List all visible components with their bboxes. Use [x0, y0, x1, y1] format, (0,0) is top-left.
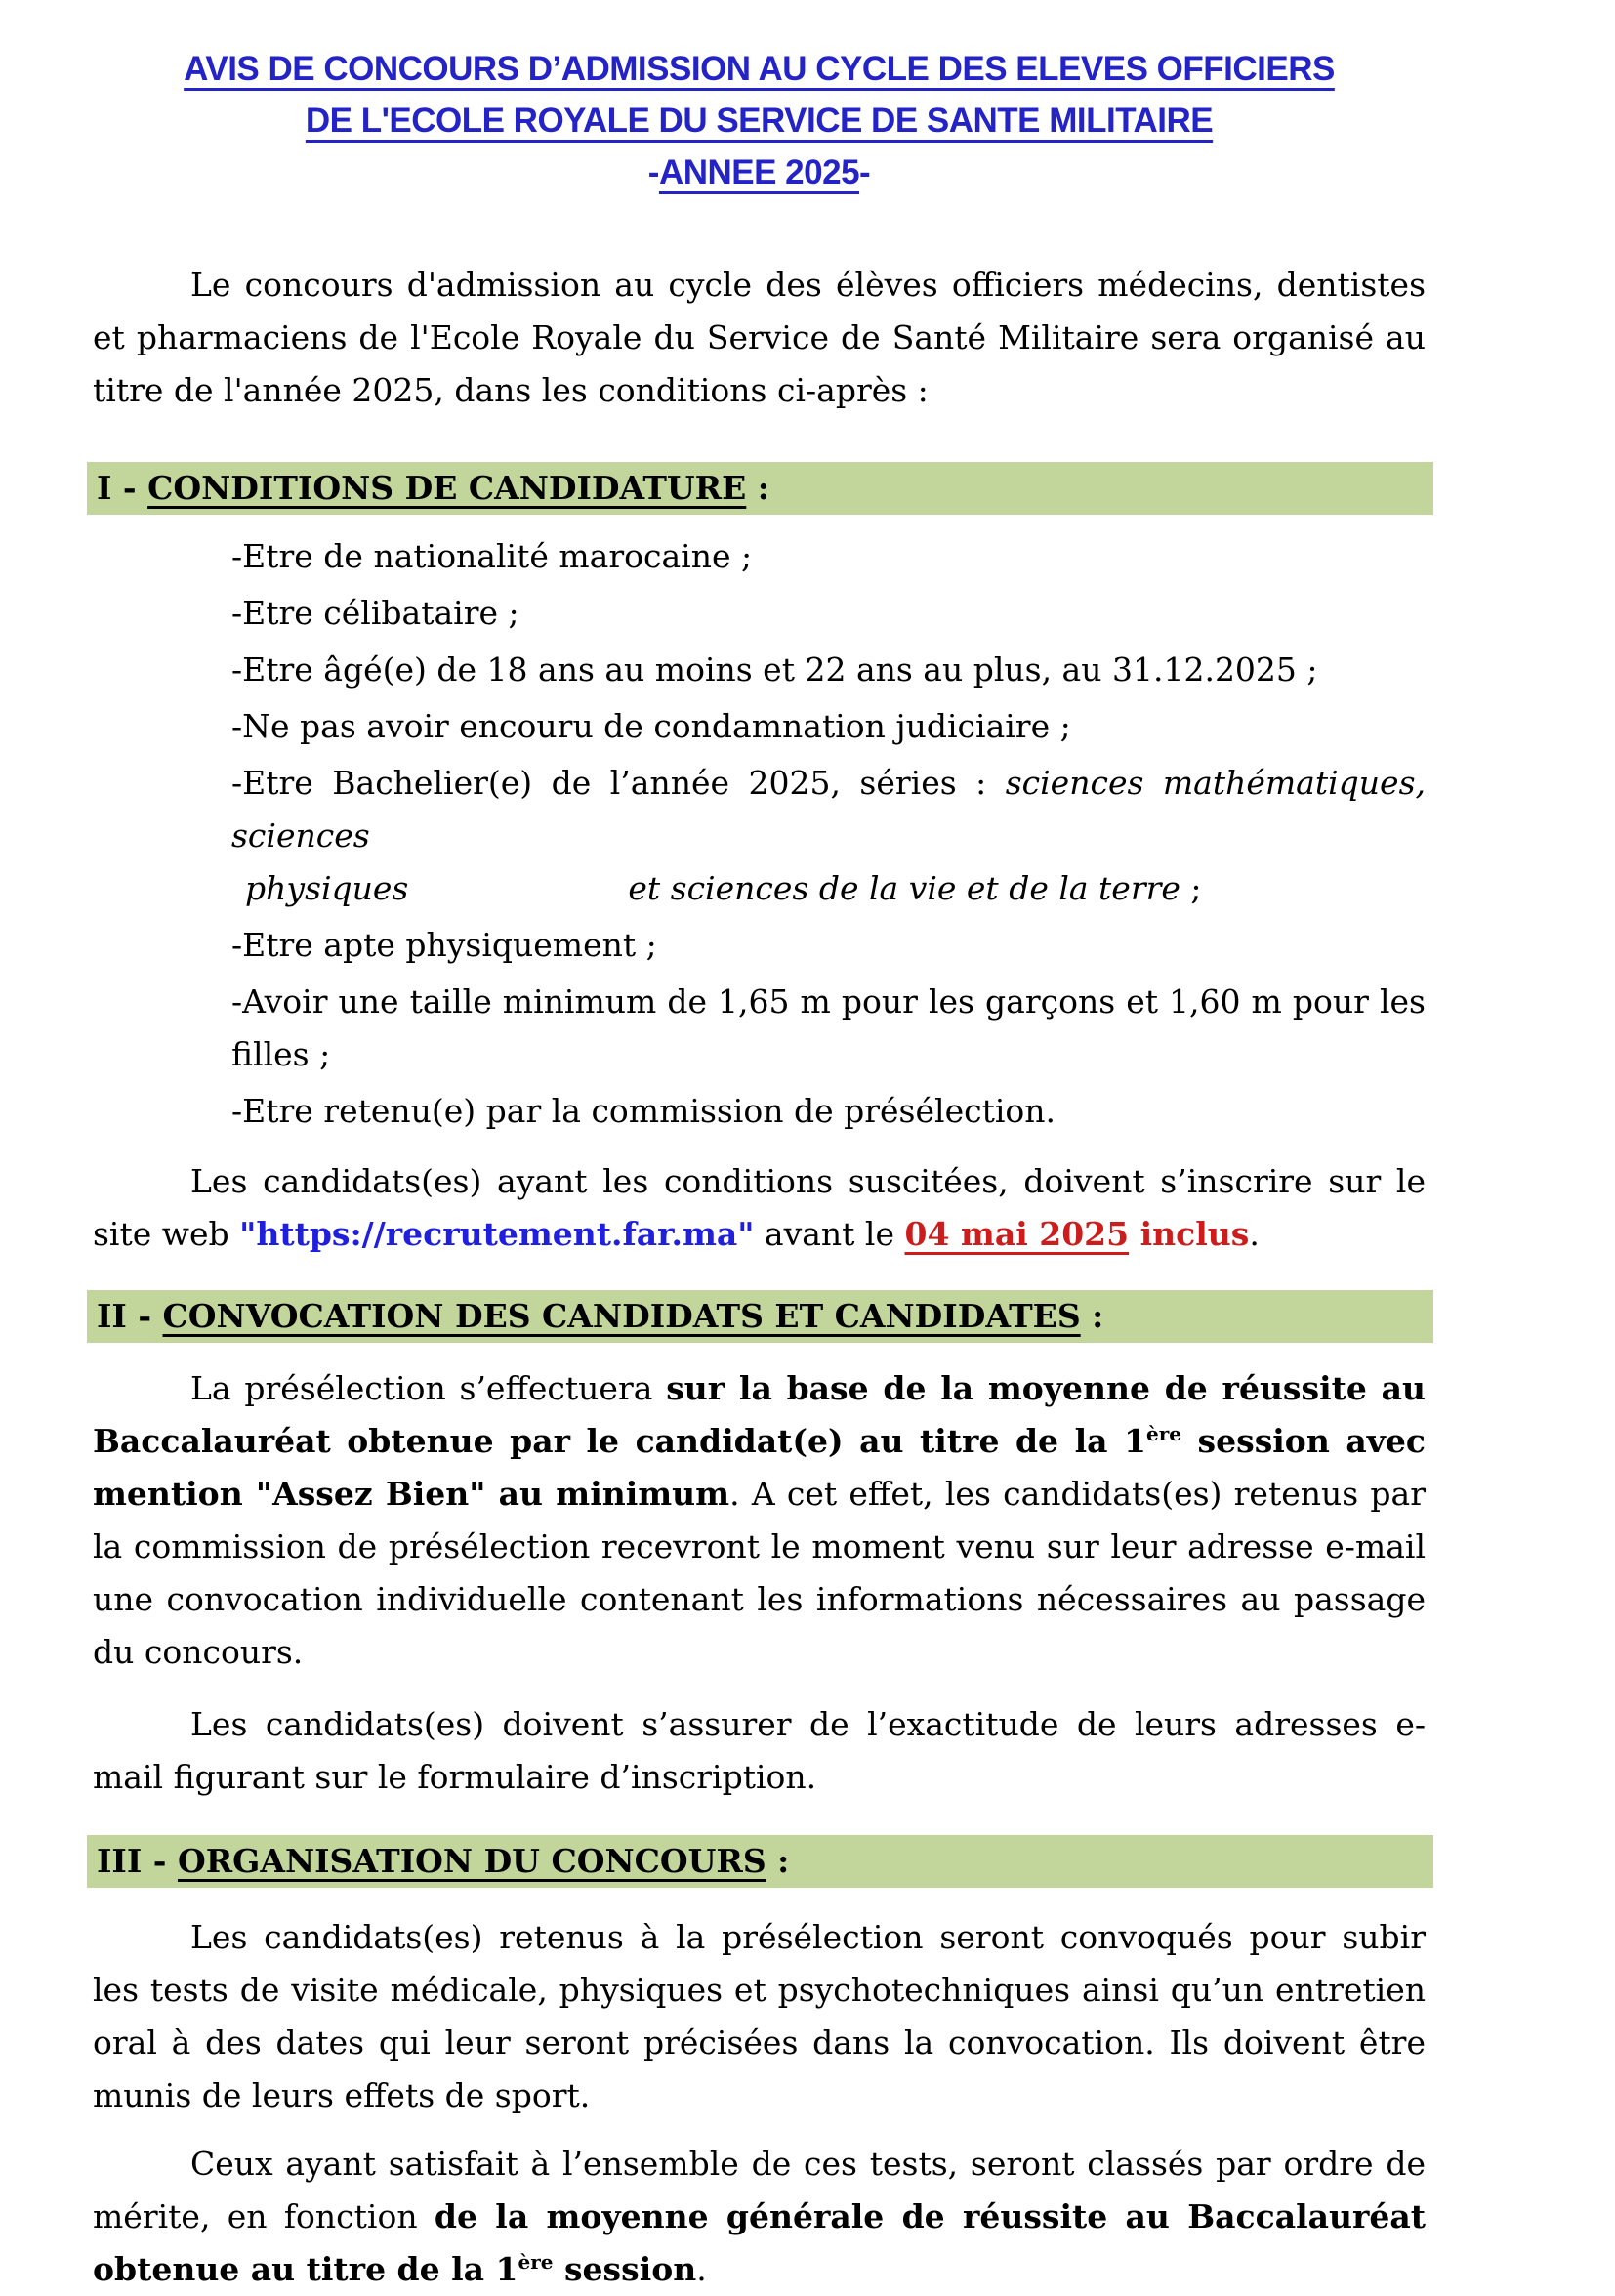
title-line-2-text: DE L'ECOLE ROYALE DU SERVICE DE SANTE MILITAIRE: [305, 102, 1214, 140]
condition-item-taille: [231, 976, 1426, 1081]
dash-bullet: -: [231, 982, 243, 1021]
section-3-title: ORGANISATION DU CONCOURS: [177, 1842, 766, 1880]
condition-text: Etre célibataire ;: [242, 594, 519, 632]
title-line-1-text: AVIS DE CONCOURS D’ADMISSION AU CYCLE DES ELEVES OFFICIERS: [184, 50, 1335, 88]
section-3-heading: [87, 1835, 1433, 1888]
section-2-colon: :: [1080, 1297, 1104, 1335]
section-2-heading: [87, 1290, 1433, 1343]
deadline-date: 04 mai 2025: [904, 1215, 1130, 1253]
section-1-colon: :: [746, 469, 769, 507]
preselection-rest: . A cet effet, les candidats(es) retenus par la commission de présélection recevront le moment venu sur leur adresse e-mail une convocation individuelle contenant les informations nécessaires au passage du concours.: [93, 1475, 1426, 1671]
ranking-bold-1: de la moyenne générale de réussite au Baccalauréat obtenue au titre de la 1: [93, 2197, 1426, 2288]
series-italic: et sciences de la vie et de la terre: [628, 869, 1180, 907]
title-line-2: [93, 95, 1426, 146]
section-2-title: CONVOCATION DES CANDIDATS ET CANDIDATES: [162, 1297, 1081, 1335]
preselection-bold-2: session avec mention "Assez Bien" au minimum: [93, 1422, 1426, 1513]
condition-item-nationality: [231, 530, 1426, 583]
intro-paragraph: [93, 259, 1426, 417]
dash-bullet: -: [231, 1092, 243, 1130]
bachelier-line-1: [231, 757, 1426, 862]
section-1-title: CONDITIONS DE CANDIDATURE: [147, 469, 747, 507]
registration-end-period: .: [1249, 1215, 1260, 1253]
preselection-paragraph: [93, 1362, 1426, 1679]
condition-item-age: [231, 644, 1426, 696]
year-dash-post: -: [859, 153, 871, 191]
superscript-ere: ère: [1146, 1422, 1181, 1445]
conditions-list: [93, 530, 1426, 1138]
title-line-1: [93, 43, 1426, 95]
intro-text: Le concours d'admission au cycle des élèves officiers médecins, dentistes et pharmaciens de l'Ecole Royale du Service de Santé Militaire sera organisé au titre de l'année 2025, dans les conditions ci-après :: [93, 266, 1426, 409]
bachelier-line-2: [245, 862, 1426, 915]
condition-item-celibataire: [231, 587, 1426, 640]
section-3-number: III -: [97, 1842, 178, 1880]
dash-bullet: -: [231, 537, 243, 575]
condition-text: Etre apte physiquement ;: [242, 926, 657, 964]
condition-text: Etre Bachelier(e) de l’année 2025, séries :: [242, 764, 1006, 802]
registration-paragraph: [93, 1155, 1426, 1261]
dash-bullet: -: [231, 650, 243, 689]
year-dash-pre: -: [647, 153, 659, 191]
section-3-colon: :: [766, 1842, 790, 1880]
ranking-end-period: .: [696, 2250, 707, 2288]
deadline-inclus: inclus: [1129, 1215, 1250, 1253]
superscript-ere: ère: [518, 2250, 554, 2274]
email-check-paragraph: [93, 1698, 1426, 1804]
document-title: [93, 43, 1426, 198]
email-check-text: Les candidats(es) doivent s’assurer de l’exactitude de leurs adresses e-mail figurant sur le formulaire d’inscription.: [93, 1705, 1426, 1796]
dash-bullet: -: [231, 707, 243, 745]
series-italic: sciences mathématiques, sciences: [231, 764, 1426, 855]
tests-paragraph: [93, 1911, 1426, 2122]
condition-item-apte: [231, 919, 1426, 972]
ranking-bold-2: session: [553, 2250, 697, 2288]
title-year-line: [93, 146, 1426, 198]
condition-item-bachelier: [231, 757, 1426, 915]
section-1-heading: [87, 462, 1433, 515]
preselection-bold-1: sur la base de la moyenne de réussite au Baccalauréat obtenue par le candidat(e) au titre de la 1: [93, 1369, 1427, 1460]
condition-text: Avoir une taille minimum de 1,65 m pour les garçons et 1,60 m pour les filles ;: [231, 982, 1426, 1073]
recruitment-url-link[interactable]: "https://recrutement.far.ma": [239, 1215, 755, 1253]
registration-mid-text: avant le: [754, 1215, 905, 1253]
series-italic: physiques: [245, 869, 409, 907]
condition-text: Ne pas avoir encouru de condamnation judiciaire ;: [242, 707, 1071, 745]
tests-text: Les candidats(es) retenus à la présélection seront convoqués pour subir les tests de visite médicale, physiques et psychotechniques ainsi qu’un entretien oral à des dates qui leur seront précisées dans la convocation. Ils doivent être munis de leurs effets de sport.: [93, 1918, 1426, 2114]
condition-item-retenu: [231, 1085, 1426, 1138]
condition-text: Etre de nationalité marocaine ;: [242, 537, 753, 575]
preselection-text: La présélection s’effectuera: [190, 1369, 667, 1407]
ranking-text: Ceux ayant satisfait à l’ensemble de ces tests, seront classés par ordre de mérite, en fonction: [93, 2145, 1426, 2235]
condition-text: Etre retenu(e) par la commission de présélection.: [242, 1092, 1056, 1130]
dash-bullet: -: [231, 594, 243, 632]
section-2-number: II -: [97, 1297, 163, 1335]
condition-text: ;: [1180, 869, 1202, 907]
dash-bullet: -: [231, 764, 243, 802]
title-year-text: ANNEE 2025: [658, 153, 860, 191]
condition-item-judiciaire: [231, 700, 1426, 753]
ranking-paragraph: [93, 2138, 1426, 2296]
condition-text: Etre âgé(e) de 18 ans au moins et 22 ans au plus, au 31.12.2025 ;: [242, 650, 1318, 689]
registration-text: Les candidats(es) ayant les conditions suscitées, doivent s’inscrire sur le site web: [93, 1162, 1426, 1253]
dash-bullet: -: [231, 926, 243, 964]
section-1-number: I -: [97, 469, 148, 507]
